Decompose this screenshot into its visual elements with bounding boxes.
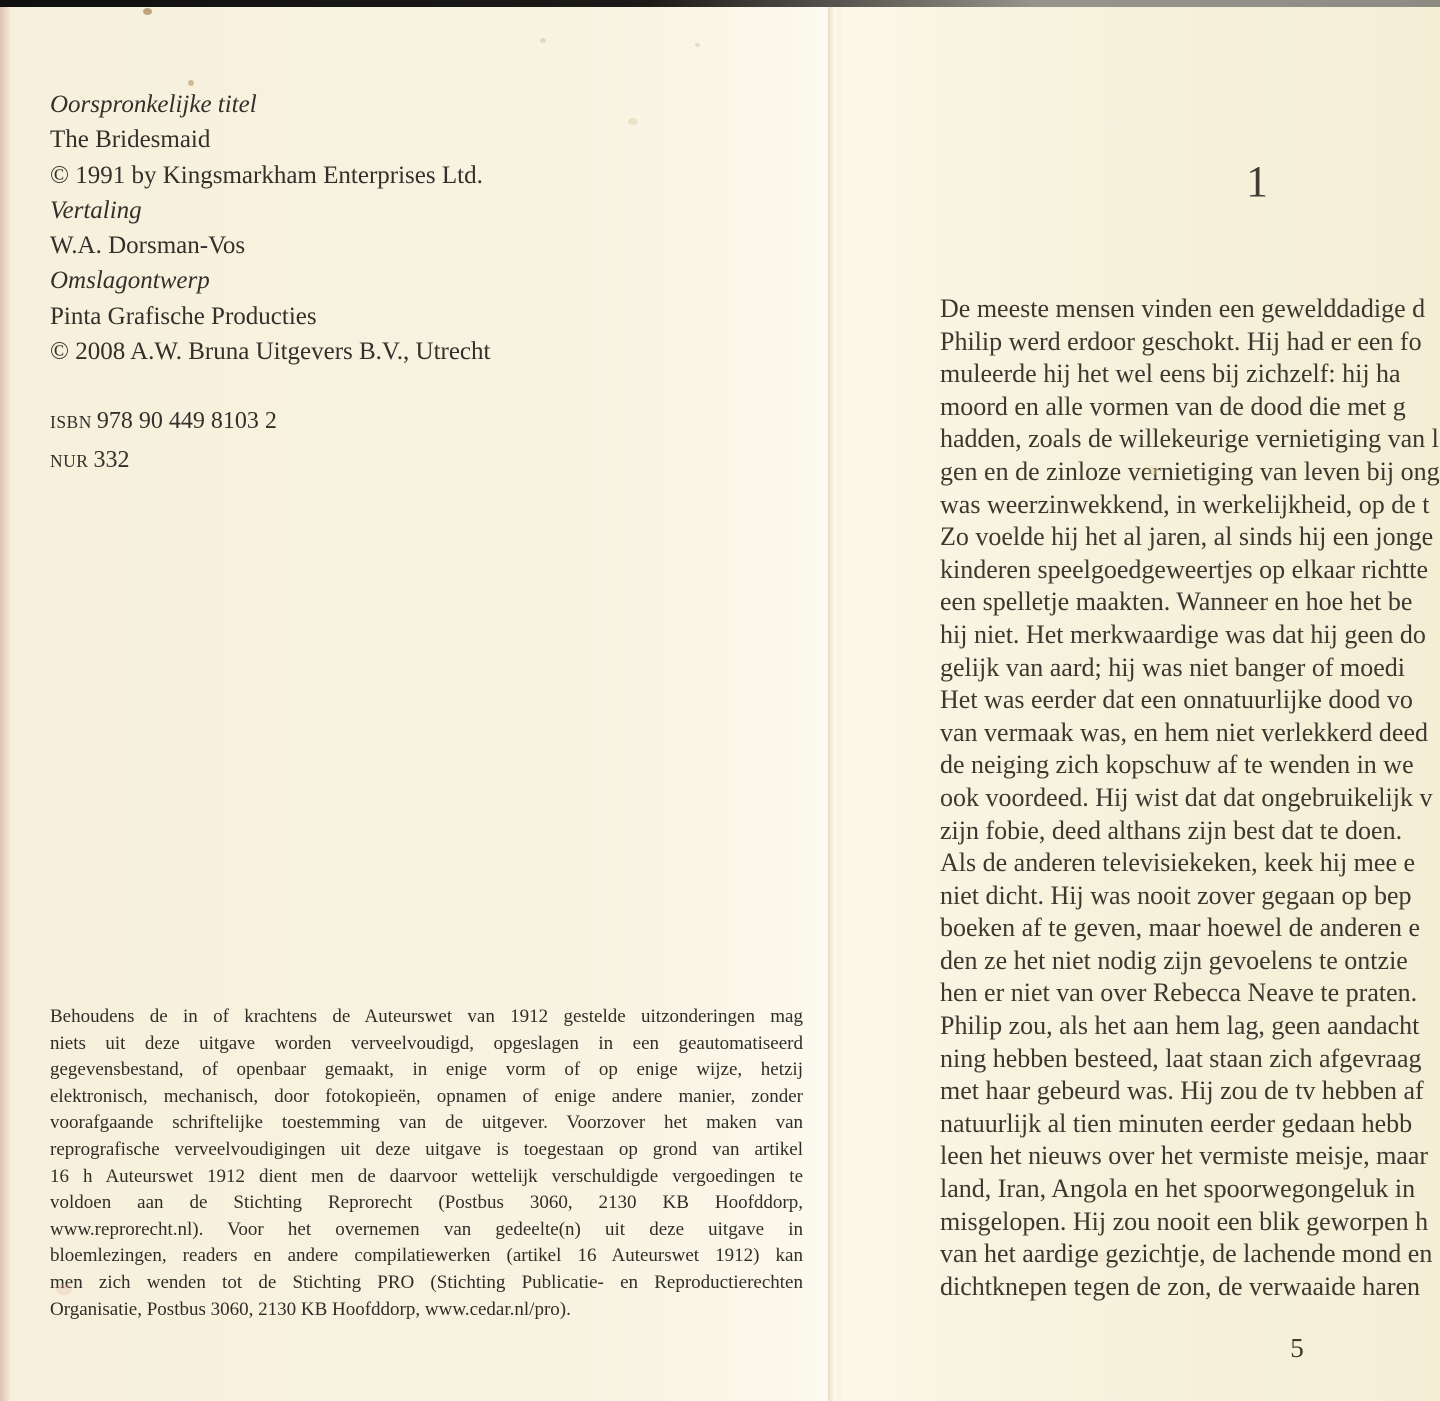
body-text-line: moord en alle vormen van de dood die met g: [940, 391, 1406, 421]
chapter-body: [940, 293, 1440, 1303]
body-text-line: met haar gebeurd was. Hij zou de tv hebben af: [940, 1076, 1424, 1106]
copyright-line: gegevensbestand, of openbaar gemaakt, in enige vorm of op enige wijze, hetzij: [50, 1059, 803, 1081]
copyright-line: voldoen aan de Stichting Reprorecht (Postbus 3060, 2130 KB Hoofddorp,: [50, 1192, 803, 1214]
body-text-line: niet dicht. Hij was nooit zover gegaan op bep: [940, 880, 1412, 910]
isbn-line: [50, 403, 277, 442]
copyright-line: 16 h Auteurswet 1912 dient men de daarvoor wettelijk verschuldigde vergoedingen te: [50, 1165, 803, 1187]
body-text-line: den ze het niet nodig zijn gevoelens te ontzie: [940, 945, 1408, 975]
paper-stain: [188, 80, 194, 86]
copyright-notice: [50, 1004, 803, 1323]
colophon-line: Omslagontwerp: [50, 267, 210, 295]
body-text-line: boeken af te geven, maar hoewel de anderen e: [940, 913, 1421, 943]
body-text-line: de neiging zich kopschuw af te wenden in we: [940, 750, 1414, 780]
isbn-label: ISBN: [50, 412, 92, 432]
body-text-line: Het was eerder dat een onnatuurlijke dood vo: [940, 685, 1413, 715]
body-text-line: leen het nieuws over het vermiste meisje, maar: [940, 1141, 1429, 1171]
body-text-line: zijn fobie, deed althans zijn best dat te doen.: [940, 815, 1403, 845]
body-text-line: gen en de zinloze vernietiging van leven bij ong: [940, 456, 1440, 486]
isbn-block: [50, 403, 277, 480]
isbn-value: 978 90 449 8103 2: [96, 408, 277, 434]
paper-stain: [1148, 466, 1158, 475]
page-number: 5: [1290, 1333, 1304, 1363]
copyright-line: reprografische verveelvoudigingen uit deze uitgave is toegestaan op grond van artikel: [50, 1138, 803, 1160]
copyright-line: niets uit deze uitgave worden verveelvoudigd, opgeslagen in een geautomatiseerd: [50, 1032, 803, 1054]
paper-stain: [1096, 1254, 1108, 1262]
body-text-line: hen er niet van over Rebecca Neave te praten.: [940, 978, 1418, 1008]
body-text-line: ning hebben besteed, laat staan zich afgevraag: [940, 1043, 1422, 1073]
body-text-line: hij niet. Het merkwaardige was dat hij geen do: [940, 619, 1426, 649]
scan-left-edge: [0, 7, 11, 1401]
body-text-line: misgelopen. Hij zou nooit een blik geworpen h: [940, 1206, 1429, 1236]
body-text-line: ook voordeed. Hij wist dat dat ongebruikelijk v: [940, 782, 1433, 812]
colophon-block: [50, 87, 490, 369]
body-text-line: kinderen speelgoedgeweertjes op elkaar richtte: [940, 554, 1428, 584]
body-text-line: Philip zou, als het aan hem lag, geen aandacht: [940, 1011, 1420, 1041]
colophon-line: Oorspronkelijke titel: [50, 91, 257, 118]
page-gutter: [828, 7, 842, 1401]
right-page-chapter: [842, 7, 1440, 1401]
colophon-line: © 2008 A.W. Bruna Uitgevers B.V., Utrecht: [50, 338, 491, 366]
chapter-number: 1: [1246, 157, 1268, 206]
body-text-line: hadden, zoals de willekeurige vernietiging van l: [940, 424, 1439, 454]
nur-label: NUR: [50, 450, 89, 471]
nur-value: 332: [93, 446, 130, 473]
paper-stain: [628, 118, 638, 125]
colophon-line: W.A. Dorsman-Vos: [50, 232, 246, 260]
body-text-line: land, Iran, Angola en het spoorwegongeluk in: [940, 1174, 1416, 1204]
colophon-line: The Bridesmaid: [50, 126, 211, 154]
nur-line: [50, 442, 277, 481]
body-text-line: natuurlijk al tien minuten eerder gedaan hebb: [940, 1108, 1413, 1138]
body-text-line: gelijk van aard; hij was niet banger of moedi: [940, 652, 1405, 682]
copyright-line: bloemlezingen, readers en andere compilatiewerken (artikel 16 Auteurswet 1912) kan: [50, 1245, 803, 1267]
copyright-line: voorafgaande schriftelijke toestemming van de uitgever. Voorzover het maken van: [50, 1112, 803, 1134]
body-text-line: Zo voelde hij het al jaren, al sinds hij een jonge: [940, 522, 1434, 552]
paper-stain: [143, 8, 152, 15]
copyright-line: www.reprorecht.nl). Voor het overnemen van gedeelte(n) uit deze uitgave in: [50, 1218, 803, 1240]
colophon-line: Pinta Grafische Producties: [50, 302, 317, 330]
body-text-line: van vermaak was, en hem niet verlekkerd deed: [940, 717, 1429, 747]
body-text-line: van het aardige gezichtje, de lachende mond en: [940, 1239, 1433, 1269]
colophon-line: Vertaling: [50, 196, 142, 224]
body-text-line: muleerde hij het wel eens bij zichzelf: hij ha: [940, 359, 1401, 389]
scan-top-edge: [0, 0, 1440, 7]
body-text-line: Als de anderen televisiekeken, keek hij mee e: [940, 848, 1416, 878]
body-text-line: dichtknepen tegen de zon, de verwaaide haren: [940, 1271, 1421, 1301]
copyright-line: Organisatie, Postbus 3060, 2130 KB Hoofddorp, www.cedar.nl/pro).: [50, 1298, 571, 1320]
copyright-line: Behoudens de in of krachtens de Auteurswet van 1912 gestelde uitzonderingen mag: [50, 1006, 803, 1027]
body-text-line: was weerzinwekkend, in werkelijkheid, op de t: [940, 489, 1430, 519]
body-text-line: Philip werd erdoor geschokt. Hij had er een fo: [940, 326, 1422, 356]
paper-stain: [56, 1284, 72, 1295]
body-text-line: De meeste mensen vinden een gewelddadige d: [940, 294, 1426, 323]
paper-stain: [540, 38, 546, 43]
paper-stain: [695, 43, 700, 47]
copyright-line: elektronisch, mechanisch, door fotokopieën, opnamen of enige andere manier, zonder: [50, 1085, 803, 1107]
colophon-line: © 1991 by Kingsmarkham Enterprises Ltd.: [50, 161, 483, 189]
left-page-colophon: [11, 7, 828, 1401]
copyright-line: men zich wenden tot de Stichting PRO (Stichting Publicatie- en Reproductierechten: [50, 1271, 803, 1293]
body-text-line: een spelletje maakten. Wanneer en hoe het be: [940, 587, 1413, 617]
